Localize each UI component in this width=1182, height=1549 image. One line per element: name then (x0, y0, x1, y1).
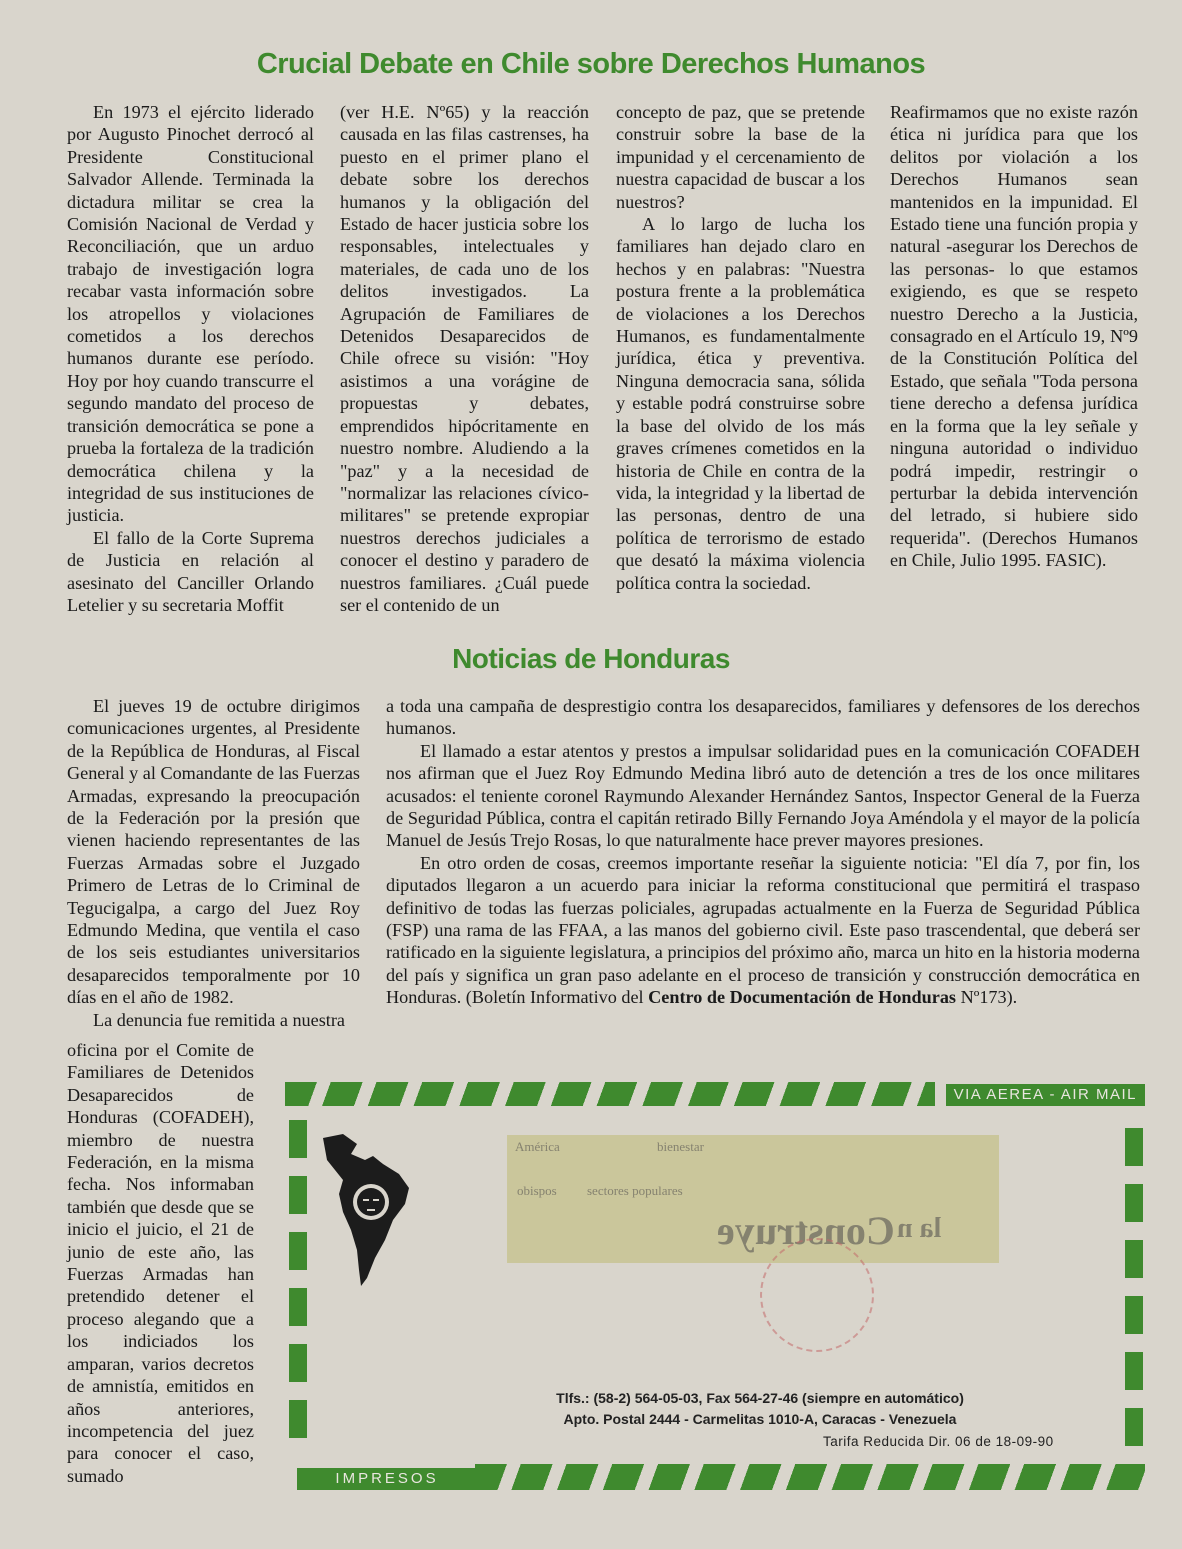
paragraph: (ver H.E. Nº65) y la reacción causada en las filas castrenses, ha puesto en el primer plano el debate sobre los derechos humanos y la obligación del Estado de hacer justicia sobre los responsables, intelectuales y materiales, de cada uno de los delitos investigados. La Agrupación de Familiares de Detenidos Desaparecidos de Chile ofrece su visión: "Hoy asistimos a una vorágine de propuestas y debates, emprendidos hipócritamente en nuestro nombre. Aludiendo a la "paz" y a la necesidad de "normalizar las relaciones cívico-militares" se pretende expropiar nuestros derechos judiciales a conocer el destino y paradero de nuestros familiares. ¿Cuál puede ser el contenido de un (340, 102, 589, 615)
paragraph: oficina por el Comite de Familiares de Detenidos Desaparecidos de Honduras (COFADEH), miembro de nuestra Federación, en la misma fecha. Nos informaban también que desde que se inicio el juicio, el 21 de junio de este año, las Fuerzas Armadas han pretendido detener el proceso alegando que a los indiciados los amparan, varios decretos de amnistía, emitidos en años anteriores, incompetencia del juez para conocer el caso, sumado (67, 1040, 254, 1486)
mailing-label-area: América bienestar obispos sectores populares Construye la n (507, 1135, 999, 1263)
article-title-honduras: Noticias de Honduras (452, 643, 730, 674)
honduras-narrow-column (67, 1039, 254, 1487)
airmail-stripe-left (289, 1120, 307, 1450)
article-column-2 (340, 101, 589, 616)
paragraph: El fallo de la Corte Suprema de Justicia en relación al asesinato del Canciller Orlando Letelier y su secretaria Moffit (67, 527, 314, 615)
article-column-1 (67, 101, 314, 616)
address-line: Apto. Postal 2444 - Carmelitas 1010-A, Caracas - Venezuela (563, 1411, 957, 1427)
postmark-stamp (760, 1238, 874, 1352)
printed-matter-label: IMPRESOS (297, 1468, 477, 1490)
paragraph: A lo largo de lucha los familiares han dejado claro en hechos y en palabras: "Nuestra postura frente a la problemática de violaciones a los Derechos Humanos, es fundamentalmente jurídica, ética y preventiva. Ninguna democracia sana, sólida y estable podrá construirse sobre la base del olvido de los más graves crímenes cometidos en la historia de Chile en contra de la vida, la integridad y la libertad de las personas, dentro de una política de terrorismo de estado que desató la máxima violencia política contra la sociedad. (616, 214, 865, 593)
bold-source: Centro de Documentación de Honduras (648, 987, 957, 1008)
paragraph: El jueves 19 de octubre dirigimos comunicaciones urgentes, al Presidente de la República de Honduras, al Fiscal General y al Comandante de las Fuerzas Armadas, expresando la preocupación de la Federación por la presión que vienen haciendo representantes de las Fuerzas Armadas sobre el Juzgado Primero de Letras de lo Criminal de Tegucigalpa, a cargo del Juez Roy Edmundo Medina, que ventila el caso de los seis estudiantes universitarios desaparecidos temporalmente por 10 días en el año de 1982. (67, 696, 360, 1008)
paragraph: En 1973 el ejército liderado por Augusto Pinochet derrocó al Presidente Constitucional Salvador Allende. Terminada la dictadura militar se crea la Comisión Nacional de Verdad y Reconciliación, que un arduo trabajo de investigación logra recabar vasta información sobre los atropellos y violaciones cometidos a los derechos humanos durante ese período. Hoy por hoy cuando transcurre el segundo mandato del proceso de transición democrática se pone a prueba la fortaleza de la tradición democrática chilena y la integridad de sus instituciones de justicia. (67, 102, 314, 526)
paragraph-text: En otro orden de cosas, creemos importante reseñar la siguiente noticia: "El día 7, por fin, los diputados llegaron a un acuerdo para iniciar la reforma constitucional que permitirá el traspaso definitivo de todas las fuerzas policiales, agrupadas actualmente en la Fuerza de Seguridad Pública (FSP) una rama de las FFAA, a las manos del gobierno civil. Este paso trascendental, que deberá ser ratificado en la siguiente legislatura, a principios del próximo año, marca un hito en la historia moderna del país y significa un gran paso adelante en el proceso de transición y construcción democrática en Honduras. (Boletín Informativo del (386, 852, 1140, 1008)
sender-address (515, 1388, 1005, 1430)
airmail-label: VIA AEREA - AIR MAIL (946, 1084, 1145, 1106)
postal-rate-line: Tarifa Reducida Dir. 06 de 18-09-90 (823, 1434, 1054, 1449)
paragraph: La denuncia fue remitida a nuestra (93, 1009, 345, 1030)
airmail-stripe-bottom (475, 1464, 1145, 1490)
airmail-stripe-right (1125, 1128, 1143, 1458)
paragraph: a toda una campaña de desprestigio contra los desaparecidos, familiares y defensores de los derechos humanos. (386, 696, 1140, 739)
paragraph: El llamado a estar atentos y prestos a impulsar solidaridad pues en la comunicación COFADEH nos afirman que el Juez Roy Edmundo Medina libró auto de detención a tres de los once militares acusados: el teniente coronel Raymundo Alexander Hernández Santos, Inspector General de la Fuerza de Seguridad Pública, contra el capitán retirado Billy Fernando Joya Améndola y el mayor de la policía Manuel de Jesús Trejo Rosas, lo que naturalmente hace prever mayores presiones. (386, 740, 1140, 851)
article-title-chile: Crucial Debate en Chile sobre Derechos Humanos (256, 48, 926, 80)
latin-america-map-icon (313, 1130, 423, 1290)
article-column-4 (890, 101, 1138, 572)
airmail-stripe-top (285, 1082, 935, 1106)
article-column-3 (616, 101, 865, 594)
paragraph (386, 852, 1140, 1009)
airmail-envelope (285, 1080, 1145, 1490)
phone-line: Tlfs.: (58-2) 564-05-03, Fax 564-27-46 (siempre en automático) (556, 1390, 964, 1406)
paragraph: Reafirmamos que no existe razón ética ni jurídica para que los delitos por violación a los Derechos Humanos sean mantenidos en la impunidad. El Estado tiene una función propia y natural -asegurar los Derechos de las personas- lo que estamos exigiendo, es que se respeto nuestro Derecho a la Justicia, consagrado en el Artículo 19, Nº9 de la Constitución Política del Estado, que señala "Toda persona tiene derecho a defensa jurídica en la forma que la ley señale y ninguna autoridad o individuo podrá impedir, restringir o perturbar la debida intervención del letrado, si hubiere sido requerida". (Derechos Humanos en Chile, Julio 1995. FASIC). (890, 102, 1138, 571)
honduras-right-column (386, 695, 1140, 1009)
paragraph-text: Nº173). (956, 987, 1018, 1008)
paragraph: concepto de paz, que se pretende construir sobre la base de la impunidad y el cercenamiento de nuestra capacidad de buscar a los nuestros? (616, 102, 865, 212)
honduras-left-column (67, 695, 360, 1031)
